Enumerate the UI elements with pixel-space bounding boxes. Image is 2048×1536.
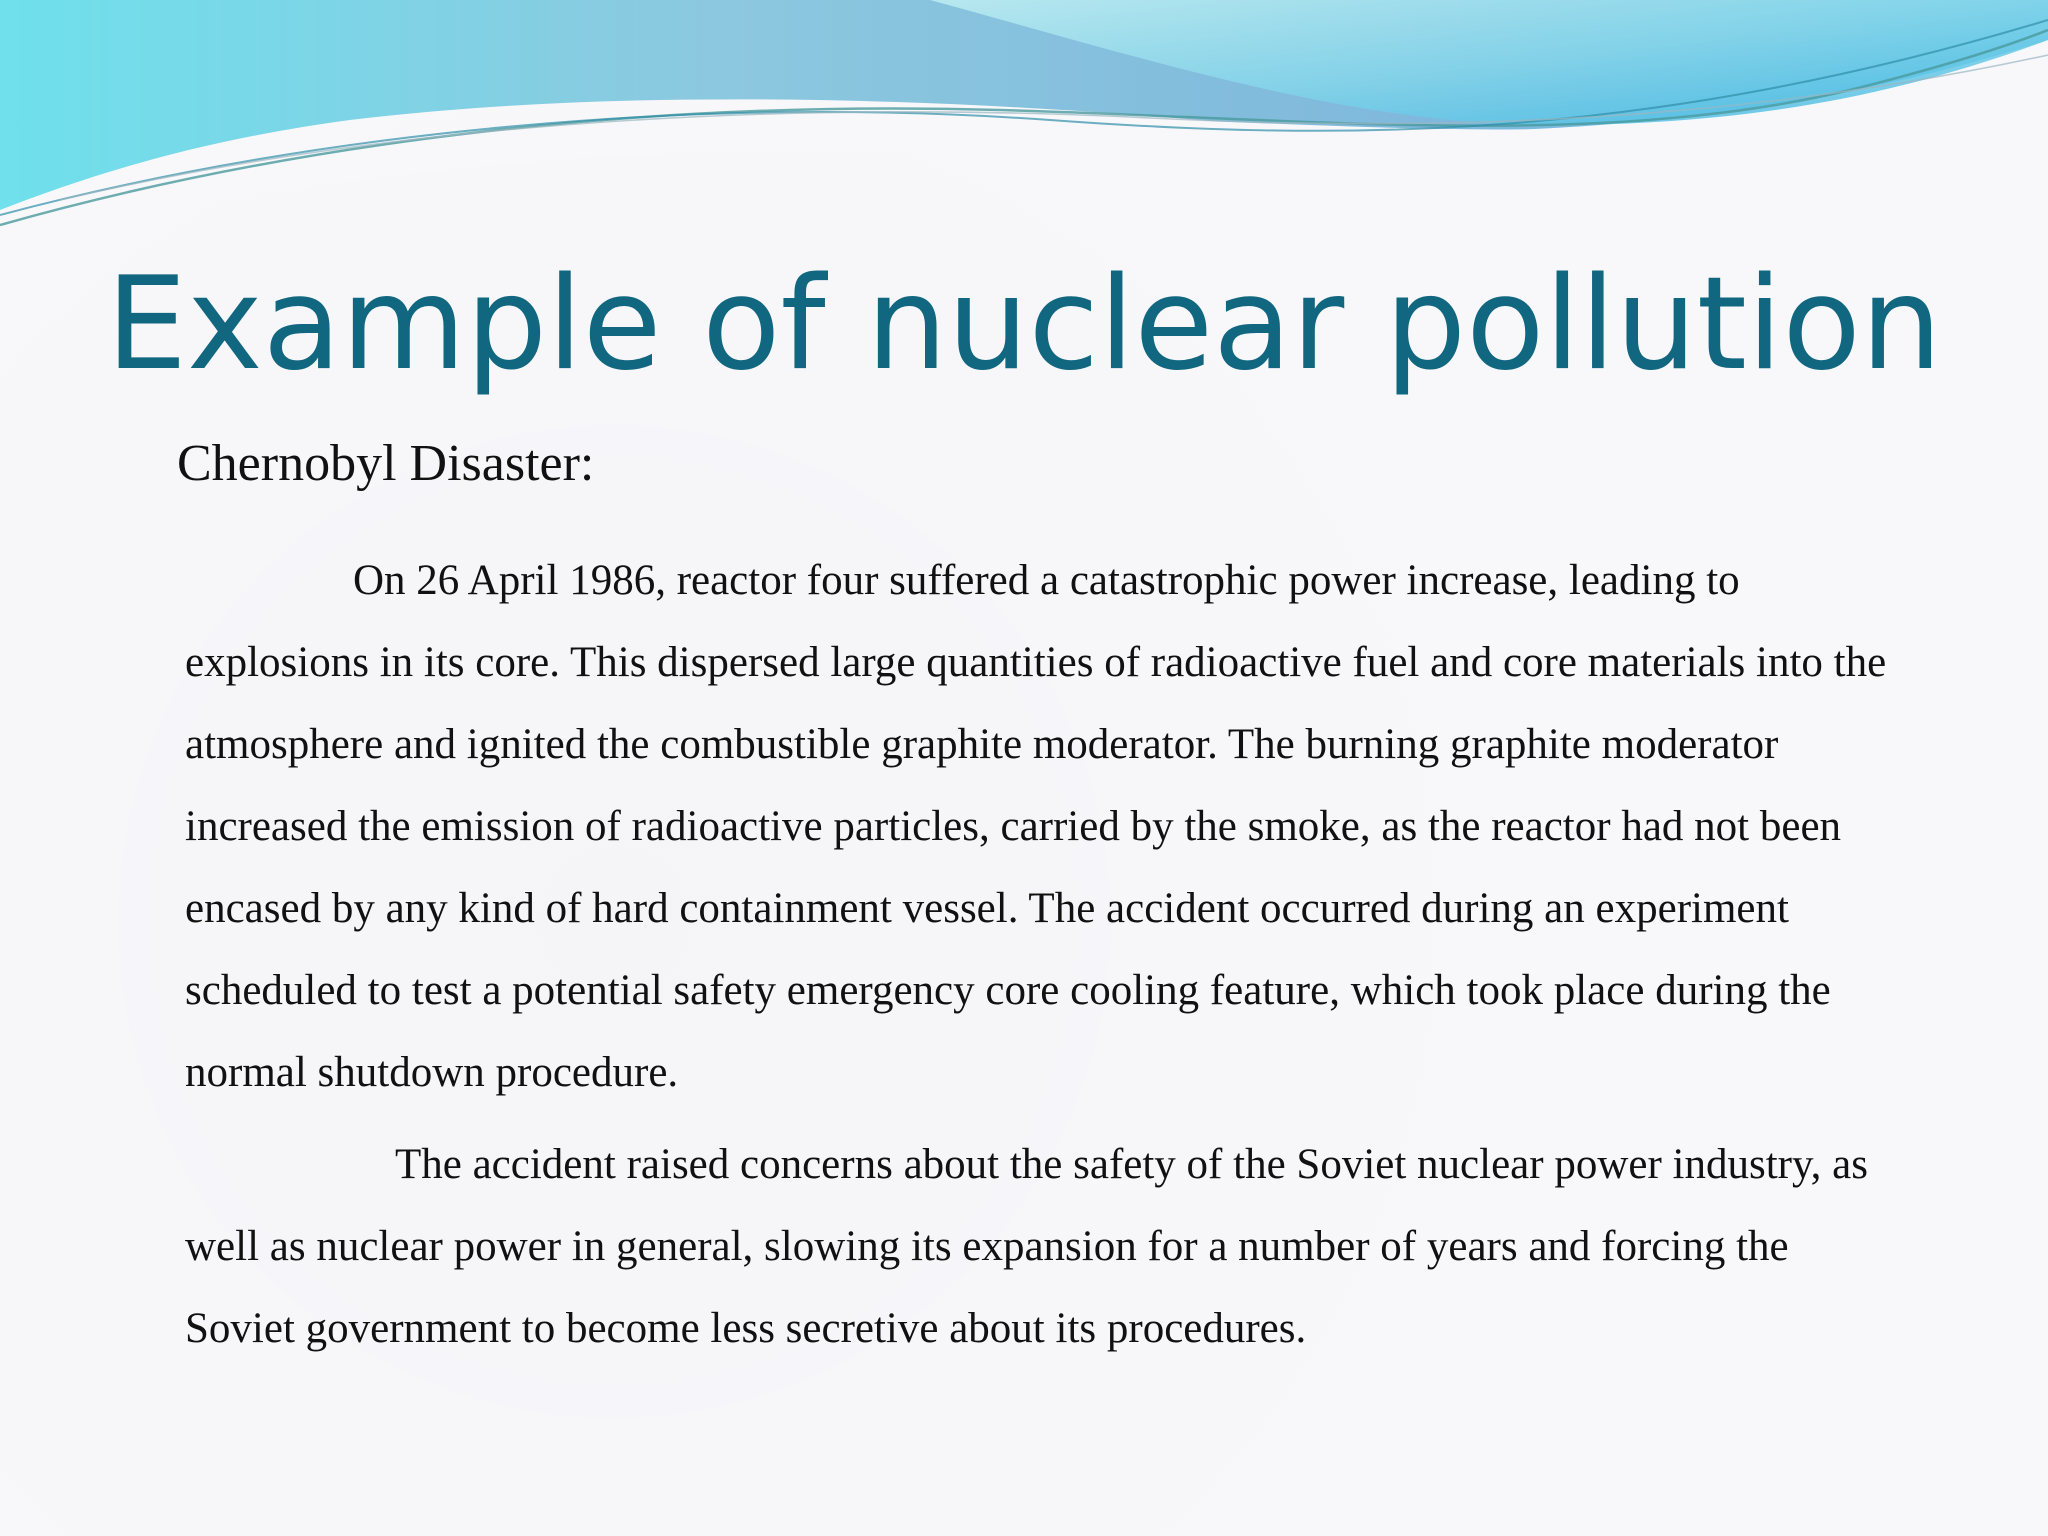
body-paragraph-2: The accident raised concerns about the safety of the Soviet nuclear power industry, as well as nuclear power in general, slowing its expansion for a number of years and forcing the Soviet government to become less secretive about its procedures. bbox=[185, 1141, 1869, 1352]
body-paragraph-1: On 26 April 1986, reactor four suffered a catastrophic power increase, leading to explosions in its core. This dispersed large quantities of radioactive fuel and core materials into the atmosphere and ignited the combustible graphite moderator. The burning graphite moderator increased the emission of radioactive particles, carried by the smoke, as the reactor had not been encased by any kind of hard containment vessel. The accident occurred during an experiment scheduled to test a potential safety emergency core cooling feature, which took place during the normal shutdown procedure. bbox=[185, 557, 1887, 1096]
slide-body bbox=[185, 540, 1905, 1370]
slide-title: Example of nuclear pollution bbox=[106, 250, 1942, 399]
slide-subtitle: Chernobyl Disaster: bbox=[177, 435, 595, 492]
header-wave-decoration bbox=[0, 0, 2048, 240]
